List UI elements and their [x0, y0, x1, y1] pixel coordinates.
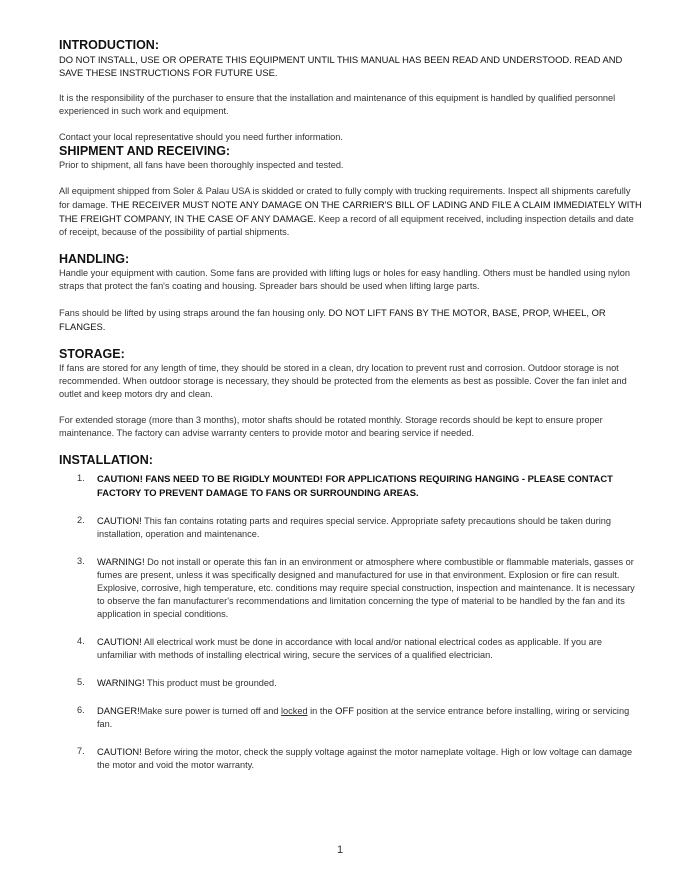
installation-item-2 [59, 514, 643, 541]
item-number: 1. [77, 473, 85, 483]
intro-paragraph-1: It is the responsibility of the purchaser to ensure that the installation and maintenance of this equipment is handled by qualified personnel experienced in such work and equipment. [59, 93, 616, 116]
item-lead: CAUTION! [97, 636, 142, 647]
item-text: Do not install or operate this fan in an environment or atmosphere where combustible or flammable materials, gasses or fumes are present, unless it was specifically designed and manufactured for use in that environment. Explosion or fire can result. Explosive, corrosive, high temperature, etc. conditions may require special construction, inspection and maintenance. It is necessary to observe the fan manufacturer's recommendations and limitation concerning the type of material to be handled by the fan and its application in special conditions. [97, 557, 635, 619]
installation-item-4 [59, 635, 643, 662]
shipment-paragraph-2 [59, 185, 643, 239]
locked-word: locked [281, 706, 308, 716]
item-number: 6. [77, 705, 85, 715]
intro-warning: DO NOT INSTALL, USE OR OPERATE THIS EQUIPMENT UNTIL THIS MANUAL HAS BEEN READ AND UNDERSTOOD. READ AND SAVE THESE INSTRUCTIONS FOR FUTURE USE. [59, 54, 623, 78]
installation-item-5 [59, 676, 643, 690]
item-number: 5. [77, 677, 85, 687]
shipment-heading: SHIPMENT AND RECEIVING: [59, 144, 231, 158]
item-text: CAUTION! FANS NEED TO BE RIGIDLY MOUNTED! FOR APPLICATIONS REQUIRING HANGING - PLEASE CONTACT FACTORY TO PREVENT DAMAGE TO FANS OR SURROUNDING AREAS. [97, 473, 613, 498]
shipment-paragraph-1: Prior to shipment, all fans have been thoroughly inspected and tested. [59, 160, 344, 170]
item-text: All electrical work must be done in accordance with local and/or national electrical codes as applicable. If you are unfamiliar with methods of installing electrical wiring, secure the services of a qualified electrician. [97, 637, 602, 660]
shipment-text-c: Keep a record of all equipment received, including inspection details and date of receipt, because of the possibility of partial shipments. [59, 214, 634, 237]
installation-item-7 [59, 745, 643, 772]
shipment-receiver-warning: THE RECEIVER MUST NOTE ANY DAMAGE ON THE CARRIER'S BILL OF LADING AND FILE A CLAIM IMMEDIATELY WITH THE FREIGHT COMPANY, IN THE CASE OF ANY DAMAGE. [59, 199, 642, 224]
item-lead: WARNING! [97, 677, 145, 688]
item-text-b: in the [307, 706, 336, 716]
storage-heading: STORAGE: [59, 347, 125, 361]
item-lead: DANGER! [97, 705, 140, 716]
installation-item-3 [59, 555, 643, 621]
storage-paragraph-2: For extended storage (more than 3 months), motor shafts should be rotated monthly. Storage records should be kept to ensure proper maintenance. The factory can advise warranty centers to provide motor and bearing service if needed. [59, 415, 603, 438]
item-lead: WARNING! [97, 556, 145, 567]
handling-text-a: Fans should be lifted by using straps around the fan housing only. [59, 308, 326, 318]
shipment-text-a: All equipment shipped from Soler & Palau USA is skidded or crated to fully comply with trucking requirements. Inspect all shipments carefully for damage. [59, 186, 631, 210]
handling-heading: HANDLING: [59, 252, 130, 266]
handling-paragraph-1: Handle your equipment with caution. Some fans are provided with lifting lugs or holes for easy handling. Others must be handled using nylon straps that protect the fan's coating and housing. Spreader bars should be used when lifting large parts. [59, 268, 630, 291]
handling-paragraph-2 [59, 306, 643, 334]
item-number: 3. [77, 556, 85, 566]
introduction-heading: INTRODUCTION: [59, 38, 159, 52]
item-text: This product must be grounded. [144, 678, 277, 688]
item-lead: CAUTION! [97, 746, 142, 757]
intro-paragraph-2: Contact your local representative should you need further information. [59, 132, 343, 142]
item-text-a: Make sure power is turned off and [139, 706, 282, 716]
storage-paragraph-1: If fans are stored for any length of time, they should be stored in a clean, dry location to prevent rust and corrosion. Outdoor storage is not recommended. When outdoor storage is necessary, they should be protected from the elements as best as possible. Cover the fan inlet and outlet and keep motors dry and clean. [59, 363, 627, 399]
item-number: 2. [77, 515, 85, 525]
manual-page [59, 38, 643, 786]
item-text: Before wiring the motor, check the supply voltage against the motor nameplate voltage. High or low voltage can damage the motor and void the motor warranty. [97, 747, 633, 770]
item-number: 4. [77, 636, 85, 646]
handling-lift-warning: DO NOT LIFT FANS BY THE MOTOR, BASE, PROP, WHEEL, OR FLANGES. [59, 307, 606, 332]
item-lead: CAUTION! [97, 515, 142, 526]
installation-item-6 [59, 704, 643, 731]
page-number: 1 [336, 844, 344, 856]
item-number: 7. [77, 746, 85, 756]
off-word: OFF [335, 705, 354, 716]
installation-item-1 [59, 472, 643, 500]
item-text: This fan contains rotating parts and requires special service. Appropriate safety precautions should be taken during installation, operation and maintenance. [97, 516, 611, 539]
item-text-c: position at the service entrance before installing, wiring or servicing fan. [97, 706, 630, 729]
installation-list [59, 472, 643, 772]
installation-heading: INSTALLATION: [59, 453, 153, 467]
